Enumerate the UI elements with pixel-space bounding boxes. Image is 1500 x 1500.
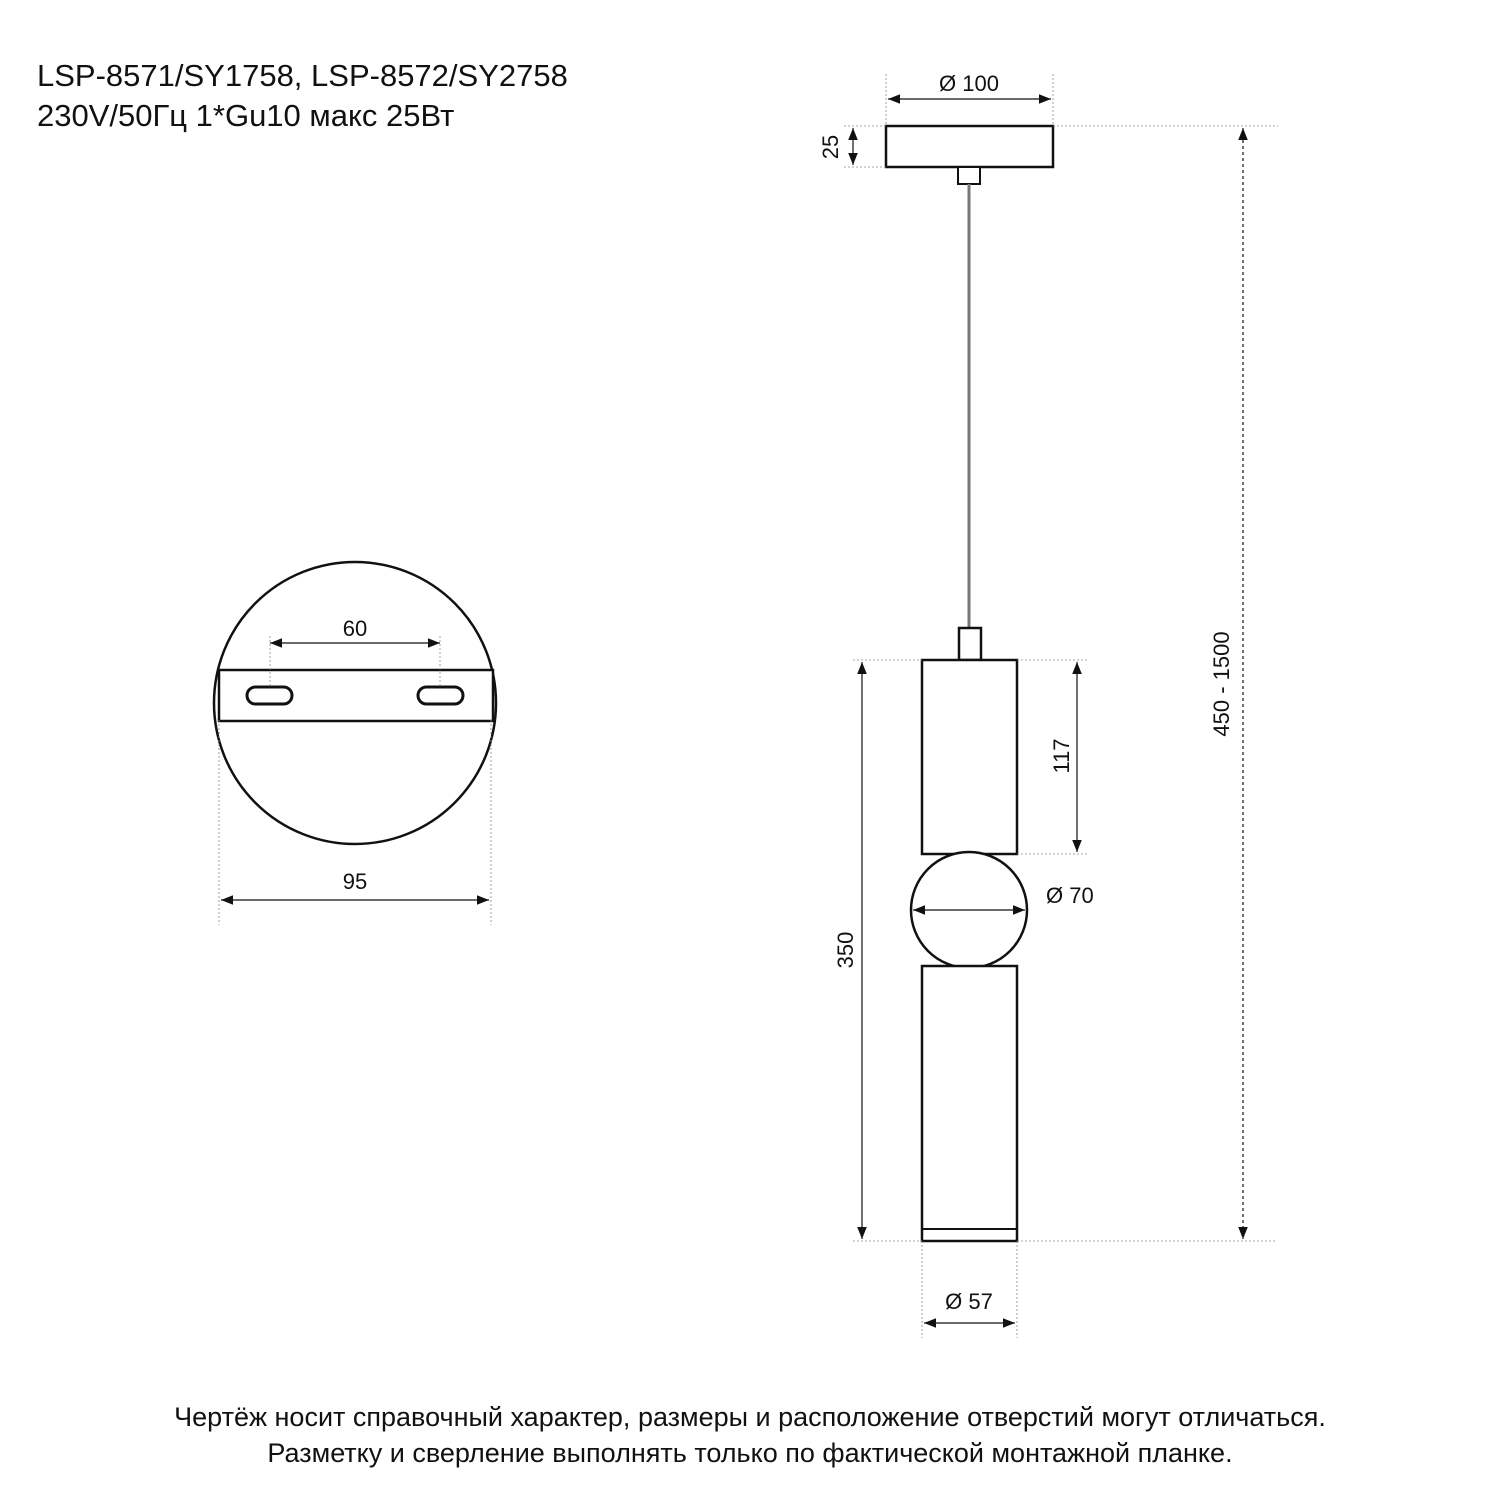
dim-label-shade-diameter: Ø 57 xyxy=(945,1289,993,1314)
dim-label-upper-shade-height: 117 xyxy=(1049,738,1074,774)
disclaimer-line-2: Разметку и сверление выполнять только по фактической монтажной планке. xyxy=(267,1438,1233,1468)
upper-shade xyxy=(922,660,1017,854)
pendant-side-view xyxy=(818,71,1278,1338)
shade-connector xyxy=(959,628,981,660)
base-top-view xyxy=(214,562,496,925)
mounting-plate xyxy=(219,670,493,721)
canopy xyxy=(886,126,1053,167)
lower-shade xyxy=(922,966,1017,1241)
dim-label-base-diameter: 95 xyxy=(342,869,368,894)
dim-label-canopy-diameter: Ø 100 xyxy=(939,71,999,96)
dim-label-sphere-diameter: Ø 70 xyxy=(1046,883,1094,908)
model-title: LSP-8571/SY1758, LSP-8572/SY2758 xyxy=(37,58,568,93)
disclaimer-line-1: Чертёж носит справочный характер, размеры и расположение отверстий могут отличаться. xyxy=(174,1402,1326,1432)
dim-label-total-height: 450 - 1500 xyxy=(1209,631,1234,737)
dim-label-body-length: 350 xyxy=(833,931,858,969)
electrical-specs: 230V/50Гц 1*Gu10 макс 25Вт xyxy=(37,98,455,133)
dim-label-canopy-height: 25 xyxy=(818,134,843,160)
canopy-connector xyxy=(958,167,980,184)
dim-label-hole-spacing: 60 xyxy=(342,616,368,641)
